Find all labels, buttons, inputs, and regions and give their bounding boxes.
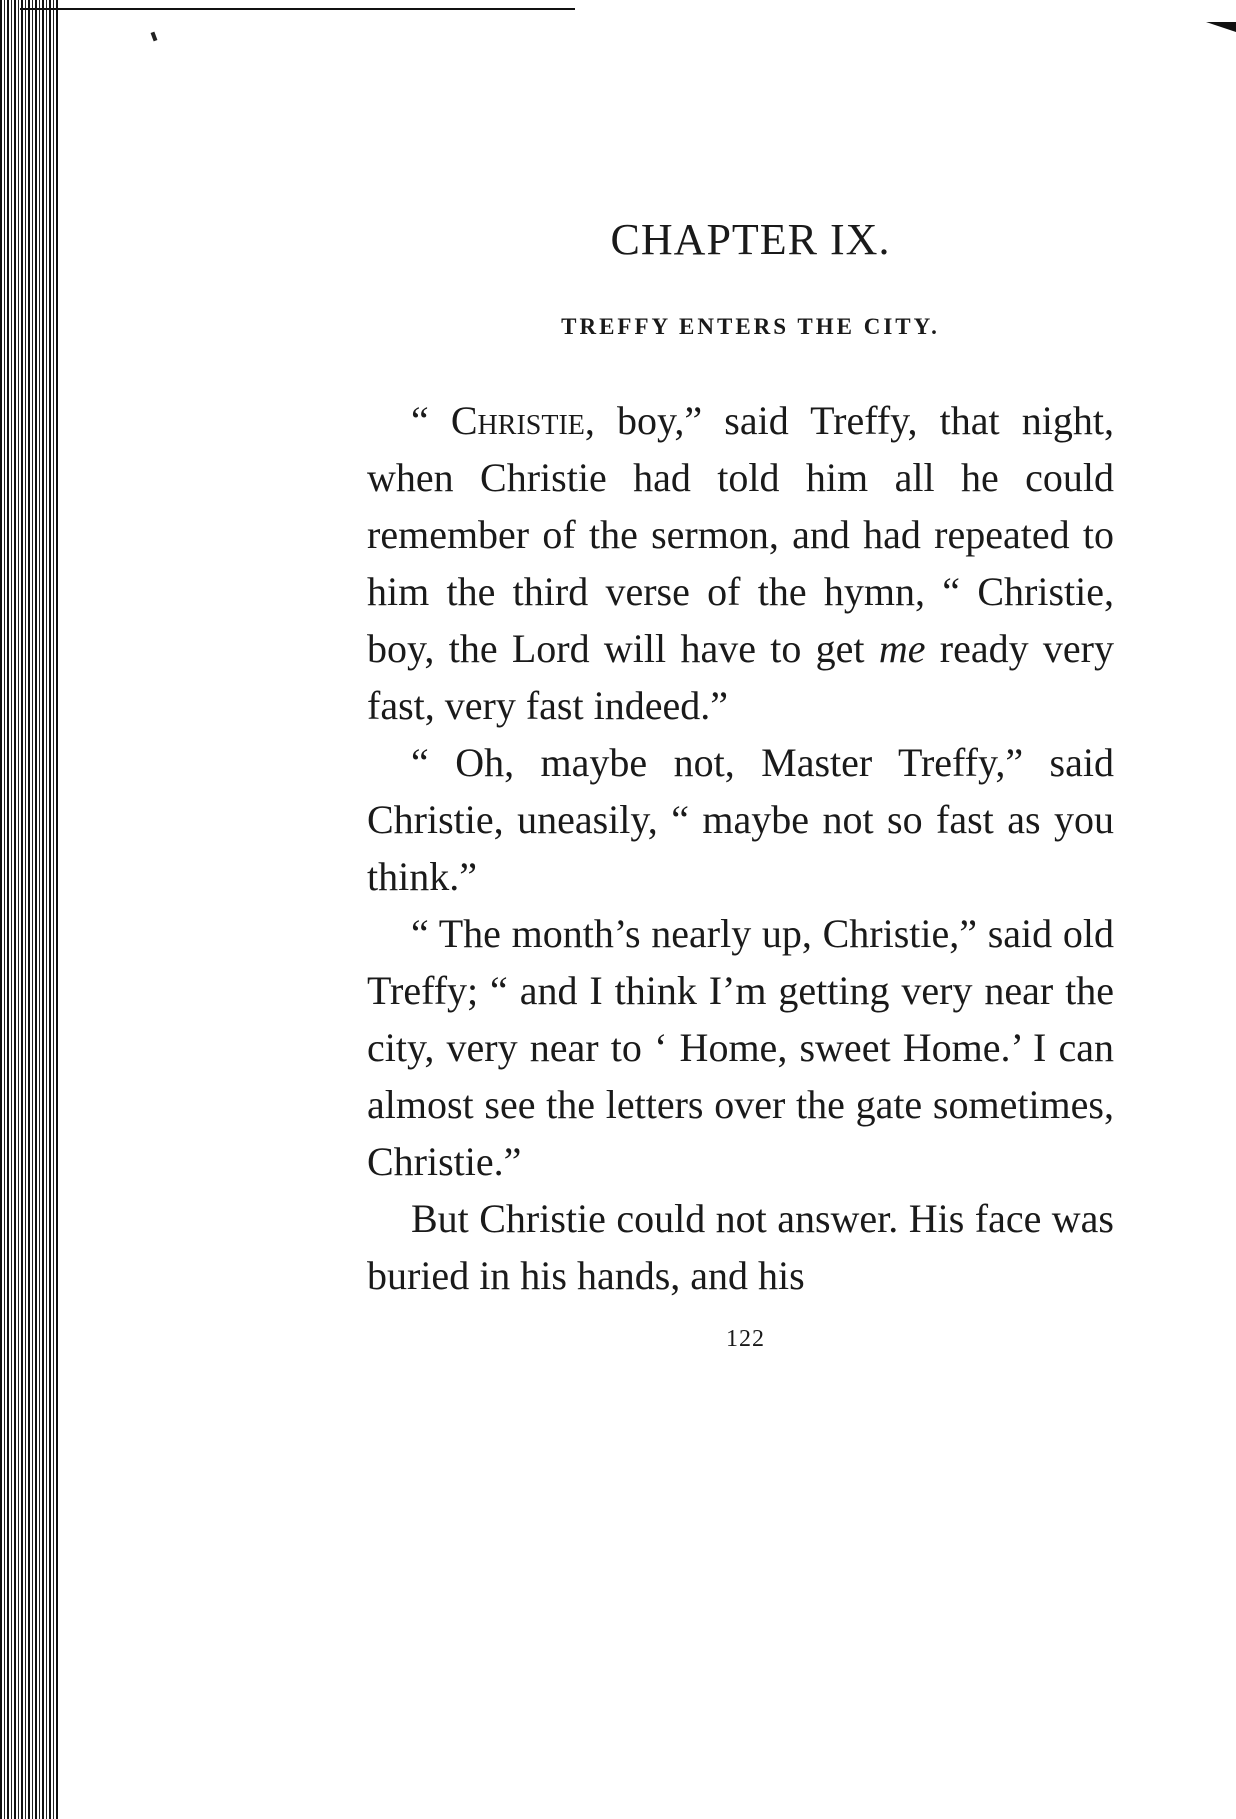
paragraph-1-smallcaps-name: Christie (450, 398, 585, 443)
chapter-subtitle: TREFFY ENTERS THE CITY. (561, 314, 940, 339)
corner-mark (1206, 22, 1236, 32)
page-number: 122 (726, 1326, 765, 1352)
ink-speck (151, 32, 158, 42)
chapter-title: CHAPTER IX. (610, 215, 891, 264)
paragraph-3: “ The month’s nearly up, Christie,” said old Treffy; “ and I think I’m getting very near the city, very near to ‘ Home, sweet Home.’ I can almost see the letters over the gate sometimes, Christie.” (367, 911, 1114, 1184)
paragraph-1-text: , boy,” said Treffy, that night, when Christie had told him all he could remember of the sermon, and had repeated to him the third verse of the hymn, “ Christie, boy, the Lord will have to get (367, 398, 1114, 671)
paragraph-1-rest: ready very fast, very fast indeed.” (367, 626, 1114, 728)
top-rule (20, 8, 575, 10)
paragraph-1-open-quote: “ (411, 398, 451, 443)
paragraph-1 (367, 392, 1114, 734)
page-body (367, 210, 1114, 1353)
paragraph-2: “ Oh, maybe not, Master Treffy,” said Christie, uneasily, “ maybe not so fast as you think.” (367, 740, 1114, 899)
paragraph-1-italic: me (878, 626, 926, 671)
paragraph-4: But Christie could not answer. His face was buried in his hands, and his (367, 1196, 1114, 1298)
book-spine-edge (0, 0, 60, 1819)
